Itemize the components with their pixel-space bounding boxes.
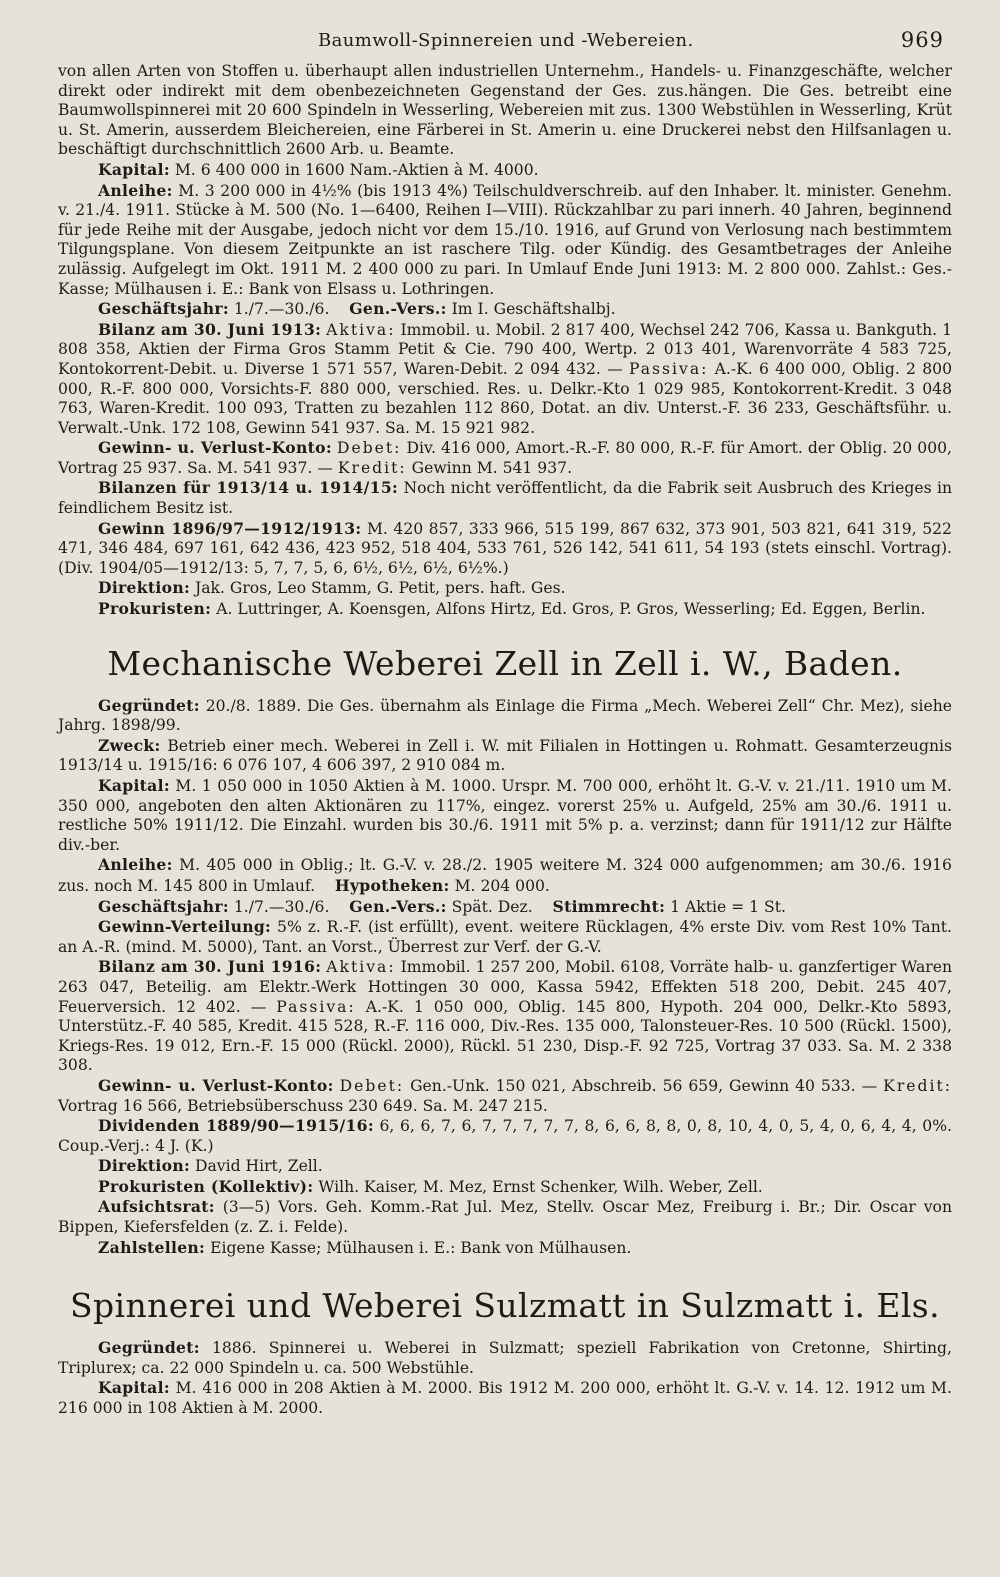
entry1-intro: von allen Arten von Stoffen u. überhaupt allen industriellen Unternehm., Handels- u. Finanzgeschäfte, welcher direkt oder indirekt mit dem obenbezeichneten Gegenstand der Ges. zus.hängen. Die Ges. betreibt eine Baumwollspinnerei mit 20 600 Spindeln in Wesserling, Webereien mit zus. 1300 Webstühlen in Wesserling, Krüt u. St. Amerin, ausserdem Bleichereien, eine Färberei in St. Amerin u. eine Druckerei nebst den Hilfsanlagen u. beschäftigt durchschnittlich 2600 Arb. u. Beamte. [58,62,952,159]
entry2-gewinn-verteilung [58,917,952,957]
text: Vortrag 16 566, Betriebsüberschuss 230 649. Sa. M. 247 215. [58,1096,548,1115]
text: M. 405 000 in Oblig.; lt. G.-V. v. 28./2. 1905 weitere M. 324 000 aufgenommen; am 30./6. 1916 zus. noch M. 145 800 in Umlauf. [58,856,952,895]
entry3-gegruendet [58,1338,952,1378]
label: Anleihe: [98,855,173,875]
text: Noch nicht veröffentlicht, da die Fabrik seit Ausbruch des Krieges in feindlichem Besitz ist. [58,479,953,518]
label: Dividenden 1889/90—1915/16: [98,1116,374,1136]
text: Jak. Gros, Leo Stamm, G. Petit, pers. haft. Ges. [194,579,566,598]
text: M. 6 400 000 in 1600 Nam.-Aktien à M. 4000. [174,160,539,179]
text: (3—5) Vors. Geh. Komm.-Rat Jul. Mez, Stellv. Oscar Mez, Freiburg i. Br.; Dir. Oscar von Bippen, Kiefersfelden (z. Z. i. Felde). [58,1198,952,1237]
label: Anleihe: [98,180,173,200]
entry2-anleihe [58,855,952,896]
label: Zahlstellen: [98,1237,206,1257]
entry1-guv [58,438,952,478]
label: Geschäftsjahr: [98,299,229,319]
text: 1886. Spinnerei u. Weberei in Sulzmatt; speziell Fabrikation von Cretonne, Shirting, Triplurex; ca. 22 000 Spindeln u. ca. 500 Webstühle. [58,1339,952,1377]
label: Direktion: [98,1156,191,1176]
entry1-anleihe [58,181,952,300]
text: 20./8. 1889. Die Ges. übernahm als Einlage die Firma „Mech. Weberei Zell“ Chr. Mez), siehe Jahrg. 1898/99. [58,696,952,735]
entry1-geschaeftsjahr [58,299,952,320]
text: A. Luttringer, A. Koensgen, Alfons Hirtz, Ed. Gros, P. Gros, Wesserling; Ed. Eggen, Berlin. [216,600,926,619]
label: Kredit: [337,458,407,477]
label: Gegründet: [98,1338,200,1358]
label: Debet: [339,1076,405,1095]
entry2-geschaeftsjahr [58,897,952,918]
text: 1 Aktie = 1 St. [670,897,786,916]
label: Gen.-Vers.: [349,299,447,319]
text: Gen.-Unk. 150 021, Abschreib. 56 659, Gewinn 40 533. — [410,1076,878,1095]
text: M. 3 200 000 in 4½% (bis 1913 4%) Teilschuldverschreib. auf den Inhaber. lt. minister. Genehm. v. 21./4. 1911. Stücke à M. 500 (No. 1—6400, Reihen I—VIII). Rückzahlbar zu pari innerh. 40 Jahren, beginnend für jede Reihe mit der Ausgabe, jedoch nicht vor dem 15./10. 1916, auf Grund von Verlosung nach bestimmtem Tilgungsplane. Von diesem Zeitpunkte an ist raschere Tilg. oder Kündig. des Gesamtbetrages der Anleihe zulässig. Aufgelegt im Okt. 1911 M. 2 400 000 zu pari. In Umlauf Ende Juni 1913: M. 2 800 000. Zahlst.: Ges.-Kasse; Mülhausen i. E.: Bank von Elsass u. Lothringen. [58,181,952,298]
company-title-sulzmatt: Spinnerei und Weberei Sulzmatt in Sulzmatt i. Els. [69,1286,940,1326]
label: Direktion: [98,578,191,598]
label: Aktiva: [326,320,396,339]
label: Gewinn- u. Verlust-Konto: [98,438,332,458]
label: Geschäftsjahr: [98,896,229,916]
text: M. 204 000. [454,876,550,895]
label: Gewinn-Verteilung: [98,917,272,937]
entry2-bilanz [58,957,952,1076]
entry1-gewinn [58,519,952,579]
label: Passiva: [276,997,356,1016]
entry1-bilanzen [58,478,952,518]
entry2-kapital [58,776,952,855]
label: Kredit: [883,1076,952,1095]
text: Wilh. Kaiser, M. Mez, Ernst Schenker, Wilh. Weber, Zell. [318,1177,763,1196]
entry2-zahlstellen [58,1238,952,1259]
entry2-aufsichtsrat [58,1197,952,1237]
label: Gewinn- u. Verlust-Konto: [98,1075,334,1095]
entry2-dividenden [58,1116,952,1156]
label: Bilanz am 30. Juni 1913: [98,319,322,339]
text: Gewinn M. 541 937. [411,458,573,477]
entry1-prokuristen [58,599,952,620]
label: Gewinn 1896/97—1912/1913: [98,518,362,538]
text: Spät. Dez. [451,897,533,916]
text: A.-K. 6 400 000, Oblig. 2 800 000, R.-F. 800 000, Vorsichts-F. 880 000, verschied. Res. u. Delkr.-Kto 1 029 985, Kontokorrent-Kredit. 3 048 763, Waren-Kredit. 100 093, Tratten zu bezahlen 112 860, Dotat. an div. Unterst.-F. 36 233, Geschäftsführ. u. Verwalt.-Unk. 172 108, Gewinn 541 937. Sa. M. 15 921 982. [58,359,952,437]
label: Gen.-Vers.: [349,896,447,916]
entry2-direktion [58,1156,952,1177]
label: Aufsichtsrat: [98,1197,215,1217]
entry-sulzmatt [58,1338,952,1418]
label: Bilanzen für 1913/14 u. 1914/15: [98,478,399,498]
label: Hypotheken: [334,875,450,895]
label: Prokuristen: [98,599,212,619]
label: Prokuristen (Kollektiv): [98,1176,314,1196]
entry1-bilanz [58,320,952,439]
label: Stimmrecht: [552,896,666,916]
entry2-gegruendet [58,696,952,736]
text: Div. 416 000, Amort.-R.-F. 80 000, R.-F. für Amort. der Oblig. 20 000, Vortrag 25 937. Sa. M. 541 937. — [58,439,952,477]
label: Gegründet: [98,695,200,715]
text: 1./7.—30./6. [233,300,330,319]
label: Debet: [336,439,402,458]
label: Bilanz am 30. Juni 1916: [98,957,322,977]
entry-zell [58,696,952,1259]
text: M. 416 000 in 208 Aktien à M. 2000. Bis 1912 M. 200 000, erhöht lt. G.-V. v. 14. 12. 1912 um M. 216 000 in 108 Aktien à M. 2000. [58,1379,952,1418]
entry2-prokuristen [58,1177,952,1198]
company-title-zell: Mechanische Weberei Zell in Zell i. W., Baden. [107,643,903,683]
text: 1./7.—30./6. [233,897,330,916]
text: 5% z. R.-F. (ist erfüllt), event. weitere Rücklagen, 4% erste Div. vom Rest 10% Tant. an A.-R. (mind. M. 5000), Tant. an Vorst., Überrest zur Verf. der G.-V. [58,918,952,956]
text: Immobil. 1 257 200, Mobil. 6108, Vorräte halb- u. ganzfertiger Waren 263 047, Beteilig. am Elektr.-Werk Hottingen 30 000, Kassa 5942, Effekten 518 200, Debit. 245 407, Feuerversich. 12 402. — [58,958,952,1016]
entry2-zweck [58,736,952,776]
label: Aktiva: [326,958,396,977]
text: M. 1 050 000 in 1050 Aktien à M. 1000. Urspr. M. 700 000, erhöht lt. G.-V. v. 21./11. 1910 um M. 350 000, angeboten den alten Aktionären zu 117%, eingez. vorerst 25% u. Aufgeld, 25% am 30./6. 1911 u. restliche 50% 1911/12. Die Einzahl. wurden bis 30./6. 1911 mit 5% p. a. verzinst; dann für 1911/12 zur Hälfte div.-ber. [58,777,952,854]
label: Kapital: [98,159,170,179]
running-header [58,22,952,62]
text: Betrieb einer mech. Weberei in Zell i. W. mit Filialen in Hottingen u. Rohmatt. Gesamterzeugnis 1913/14 u. 1915/16: 6 076 107, 4 606 397, 2 910 084 m. [58,736,952,775]
entry-continued [58,62,952,620]
entry2-guv [58,1076,952,1116]
text: M. 420 857, 333 966, 515 199, 867 632, 373 901, 503 821, 641 319, 522 471, 346 484, 697 161, 642 436, 423 952, 518 404, 533 761, 526 142, 541 611, 54 193 (stets einschl. Vortrag). (Div. 1904/05—1912/13: 5, 7, 7, 5, 6, 6½, 6½, 6½, 6½%.) [58,519,952,577]
text: 6, 6, 6, 7, 6, 7, 7, 7, 7, 7, 8, 6, 6, 8, 8, 0, 8, 10, 4, 0, 5, 4, 0, 6, 4, 4, 0%. Coup.-Verj.: 4 J. (K.) [58,1117,952,1155]
entry1-direktion [58,578,952,599]
text: Immobil. u. Mobil. 2 817 400, Wechsel 242 706, Kassa u. Bankguth. 1 808 358, Aktien der Firma Gros Stamm Petit & Cie. 790 400, Wertp. 2 013 401, Warenvorräte 4 583 725, Kontokorrent-Debit. u. Diverse 1 571 557, Waren-Debit. 2 094 432. — [58,320,952,378]
page-number: 969 [900,28,944,52]
label: Kapital: [98,776,170,795]
text: A.-K. 1 050 000, Oblig. 145 800, Hypoth. 204 000, Delkr.-Kto 5893, Unterstütz.-F. 40 585, Kredit. 415 528, R.-F. 116 000, Div.-Res. 135 000, Talonsteuer-Res. 10 500 (Rückl. 1500), Kriegs-Res. 19 012, Ern.-F. 15 000 (Rückl. 2000), Rückl. 51 230, Disp.-F. 92 725, Vortrag 37 033. Sa. M. 2 338 308. [58,997,952,1075]
label: Passiva: [628,359,709,378]
running-title: Baumwoll-Spinnereien und -Webereien. [318,30,694,51]
entry3-kapital [58,1378,952,1418]
text: David Hirt, Zell. [194,1157,323,1176]
text: Eigene Kasse; Mülhausen i. E.: Bank von Mülhausen. [210,1238,632,1257]
text: Im I. Geschäftshalbj. [451,300,616,319]
label: Kapital: [98,1378,170,1398]
label: Zweck: [98,735,161,755]
entry1-kapital [58,160,952,181]
